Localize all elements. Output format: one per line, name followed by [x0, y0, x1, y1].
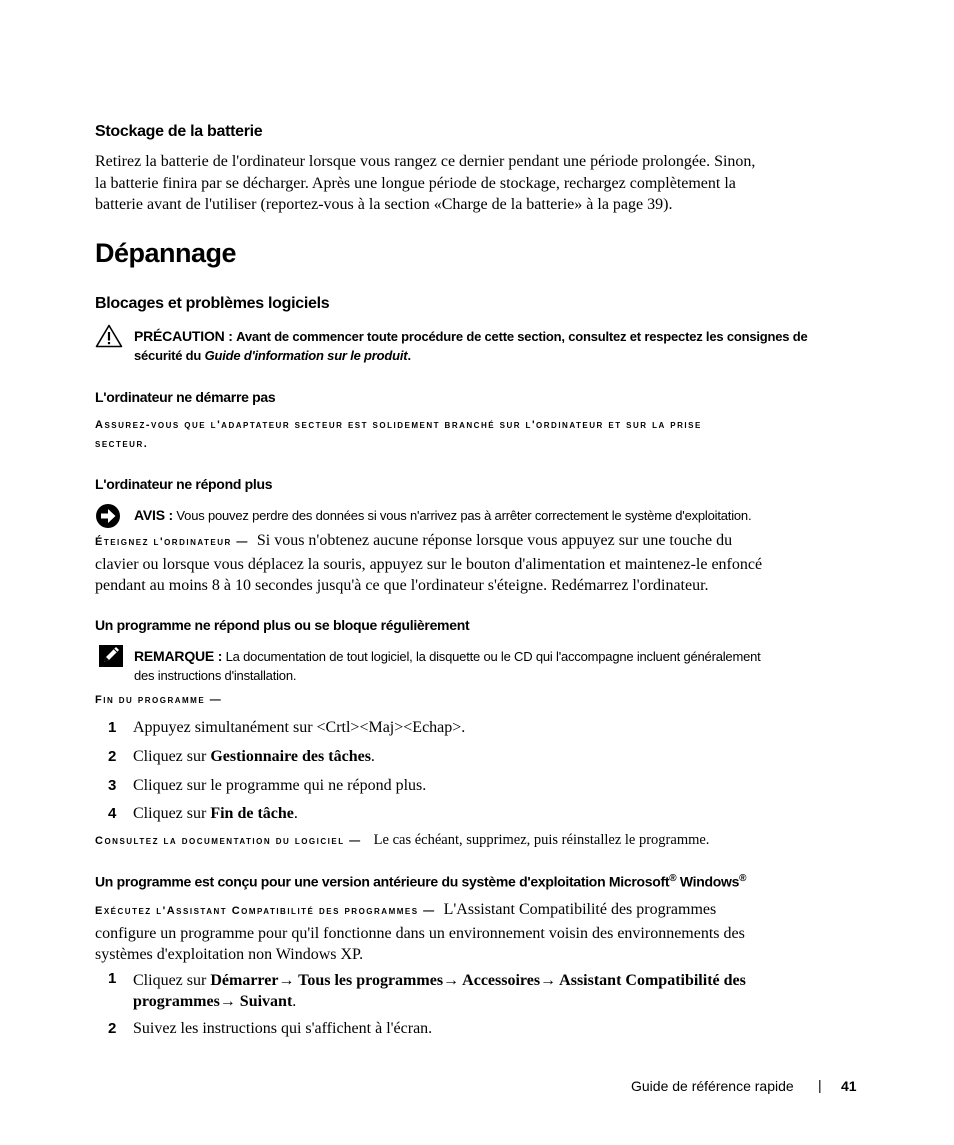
- menu-path: Démarrer→ Tous les programmes→ Accessoires→ Assistant Compatibilité des: [210, 972, 746, 989]
- compat-line: systèmes d'exploitation non Windows XP.: [95, 946, 364, 963]
- step-text: Cliquez sur: [133, 805, 211, 822]
- page-number: 41: [841, 1078, 857, 1094]
- action-consult-label: Consultez la documentation du logiciel —: [95, 835, 362, 847]
- storage-paragraph: [95, 151, 755, 216]
- note-pencil-icon: [99, 645, 123, 667]
- step-text: Cliquez sur le programme qui ne répond plus.: [133, 777, 427, 794]
- subheading-no-start: L'ordinateur ne démarre pas: [95, 389, 276, 405]
- notice-arrow-icon: [95, 503, 121, 529]
- notice-note: [134, 506, 751, 525]
- footer-separator: |: [818, 1077, 822, 1093]
- step-text: Cliquez sur: [133, 748, 211, 765]
- subheading-no-response: L'ordinateur ne répond plus: [95, 476, 273, 492]
- registered-mark: ®: [669, 873, 677, 884]
- action-shutdown-label: Éteignez l'ordinateur —: [95, 536, 249, 548]
- step-number: 4: [108, 805, 117, 822]
- compat-paragraph: [95, 899, 745, 966]
- registered-mark: ®: [739, 873, 747, 884]
- step-number: 3: [108, 777, 117, 794]
- step-number: 1: [108, 719, 117, 736]
- step-period: .: [293, 805, 298, 822]
- shutdown-line: pendant au moins 8 à 10 secondes jusqu'à ce que l'ordinateur s'éteigne. Redémarrez l'ordinateur.: [95, 577, 709, 594]
- consult-text: Le cas échéant, supprimez, puis réinstallez le programme.: [373, 832, 710, 848]
- step-period: .: [370, 748, 375, 765]
- section-heading-storage: Stockage de la batterie: [95, 123, 263, 140]
- consult-doc-line: [95, 831, 709, 849]
- step-text: Cliquez sur: [133, 972, 211, 989]
- footer-guide-title: Guide de référence rapide: [631, 1078, 794, 1094]
- warning-triangle-icon: [95, 324, 123, 348]
- menu-path-2: programmes→ Suivant: [133, 993, 293, 1010]
- caution-text: Avant de commencer toute procédure de cette section, consultez et respectez les consignes de: [236, 329, 808, 344]
- notice-label: AVIS :: [134, 507, 173, 523]
- action-no-start: [95, 416, 702, 454]
- notice-text: Vous pouvez perdre des données si vous n'arrivez pas à arrêter correctement le système d'exploitation.: [176, 508, 752, 523]
- remark-note: [134, 647, 761, 685]
- action-no-start-line: secteur.: [95, 438, 149, 450]
- compat-line: L'Assistant Compatibilité des programmes: [443, 901, 717, 918]
- storage-line: batterie avant de l'utiliser (reportez-vous à la section «Charge de la batterie» à la page 39).: [95, 196, 673, 213]
- action-no-start-line: Assurez-vous que l'adaptateur secteur est solidement branché sur l'ordinateur et sur la prise: [95, 419, 702, 431]
- storage-line: Retirez la batterie de l'ordinateur lorsque vous rangez ce dernier pendant une période prolongée. Sinon,: [95, 153, 756, 170]
- product-guide-title: Guide d'information sur le produit: [204, 348, 408, 363]
- action-end-program-label: Fin du programme —: [95, 694, 223, 706]
- older-version-heading-text: Un programme est conçu pour une version antérieure du système d'exploitation Microsoft: [95, 873, 670, 890]
- step-text: Appuyez simultanément sur <Crtl><Maj><Echap>.: [133, 719, 466, 736]
- shutdown-line: Si vous n'obtenez aucune réponse lorsque vous appuyez sur une touche du: [256, 532, 733, 549]
- page-title: Dépannage: [95, 238, 237, 268]
- subheading-program-hang: Un programme ne répond plus ou se bloque régulièrement: [95, 617, 470, 633]
- section-heading-software: Blocages et problèmes logiciels: [95, 295, 330, 312]
- storage-line: la batterie finira par se décharger. Après une longue période de stockage, rechargez complètement la: [95, 174, 736, 192]
- remark-text: La documentation de tout logiciel, la disquette ou le CD qui l'accompagne incluent généralement: [225, 649, 761, 664]
- windows-label: Windows: [676, 873, 740, 890]
- subheading-older-version: [95, 873, 746, 890]
- caution-note: [134, 327, 808, 365]
- step-number: 2: [108, 748, 117, 765]
- compat-line: configure un programme pour qu'il fonctionne dans un environnement voisin des environnements des: [95, 924, 745, 942]
- remark-label: REMARQUE :: [134, 648, 223, 664]
- step-number: 1: [108, 970, 117, 987]
- caution-period: .: [407, 348, 411, 363]
- task-manager-label: Gestionnaire des tâches: [210, 748, 371, 765]
- step-number: 2: [108, 1020, 117, 1037]
- caution-text-2: sécurité du: [134, 348, 202, 363]
- shutdown-paragraph: [95, 530, 762, 597]
- step-period: .: [292, 993, 297, 1010]
- step-text: Suivez les instructions qui s'affichent à l'écran.: [133, 1020, 433, 1037]
- action-compat-label: Exécutez l'Assistant Compatibilité des programmes —: [95, 905, 436, 917]
- caution-label: PRÉCAUTION :: [134, 328, 233, 344]
- shutdown-line: clavier ou lorsque vous déplacez la souris, appuyez sur le bouton d'alimentation et maintenez-le enfoncé: [95, 555, 763, 573]
- end-task-label: Fin de tâche: [210, 805, 294, 822]
- remark-text-2: des instructions d'installation.: [134, 668, 297, 683]
